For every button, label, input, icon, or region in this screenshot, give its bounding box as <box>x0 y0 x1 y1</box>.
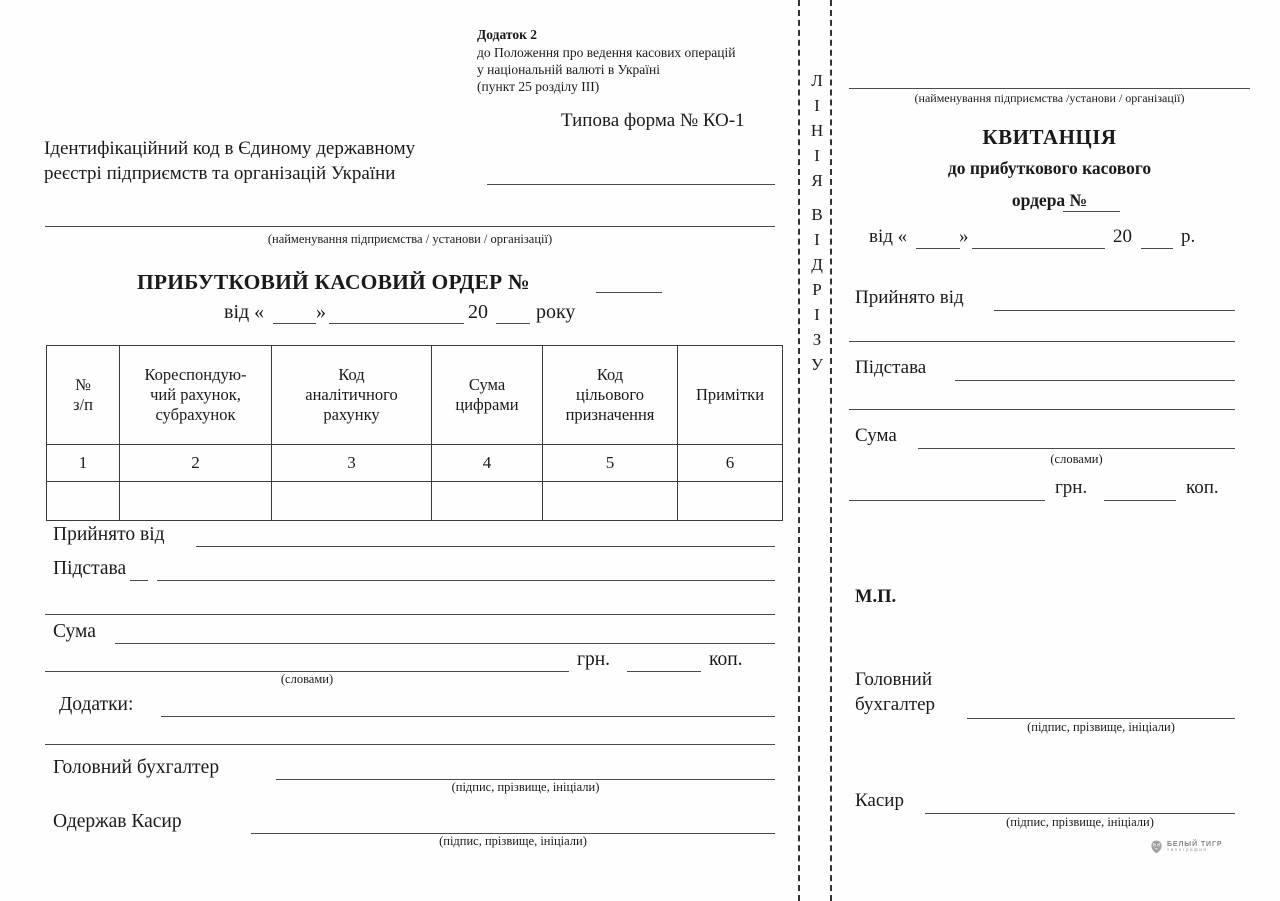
receipt-chief-accountant-label-line-2: бухгалтер <box>855 694 936 715</box>
table-header-cell-notes <box>678 346 783 445</box>
table-header-line: аналітичного <box>305 385 398 405</box>
table-row[interactable] <box>47 482 783 521</box>
tear-letter: Д <box>811 255 823 274</box>
receipt-kopiyka-label: коп. <box>1186 477 1219 498</box>
receipt-year-prefix: 20 <box>1113 226 1132 247</box>
table-header-line: Примітки <box>695 385 765 405</box>
identification-code-line-1: Ідентифікаційний код в Єдиному державному <box>44 138 416 159</box>
receipt-cashier-signature-line[interactable] <box>925 813 1235 814</box>
form-number: Типова форма № КО-1 <box>561 110 745 131</box>
receipt-basis-input-line-2[interactable] <box>849 409 1235 410</box>
attachments-input-line[interactable] <box>161 716 775 717</box>
table-number-cell: 6 <box>678 445 783 482</box>
kopiyka-input-line[interactable] <box>627 671 701 672</box>
table-header-line: Код <box>596 365 624 385</box>
table-header-line: цільового <box>576 385 644 405</box>
tear-line-left <box>798 0 800 901</box>
attachments-label: Додатки: <box>59 694 134 715</box>
receipt-basis-input-line[interactable] <box>955 380 1235 381</box>
tear-letter: З <box>812 330 822 349</box>
tear-letter: В <box>811 205 823 224</box>
receipt-hryvnia-label: грн. <box>1055 477 1088 498</box>
table-header-line: № <box>75 375 91 395</box>
accepted-from-input-line[interactable] <box>196 546 775 547</box>
basis-input-line[interactable] <box>157 580 775 581</box>
receipt-accepted-from-input-line-2[interactable] <box>849 341 1235 342</box>
printer-logo-wordmark <box>1167 841 1222 853</box>
table-header-line: з/п <box>73 395 93 414</box>
tear-letter: Я <box>811 171 823 190</box>
receipt-subtitle-line-2: ордера № <box>1011 190 1088 210</box>
table-header-cell-sum-in-figures <box>432 346 543 445</box>
printer-logo-tagline: типография <box>1167 847 1208 853</box>
cashier-received-signature-caption: (підпис, прізвище, ініціали) <box>439 834 587 848</box>
order-date-quote-close: » <box>316 301 326 323</box>
printer-logo-name: БЕЛЫЙ ТИГР <box>1167 840 1223 848</box>
receipt-date-suffix: р. <box>1181 226 1196 247</box>
receipt-organisation-caption: (найменування підприємства /установи / організації) <box>914 91 1185 105</box>
receipt-subtitle-line-1: до прибуткового касового <box>947 158 1152 178</box>
receipt-year-input-line[interactable] <box>1141 248 1173 249</box>
receipt-accepted-from-label: Прийнято від <box>855 287 964 308</box>
identification-code-input-line[interactable] <box>487 184 775 185</box>
order-month-input-line[interactable] <box>329 323 464 324</box>
table-header-line: Код <box>338 365 365 385</box>
tear-letter: У <box>810 355 824 374</box>
order-date-suffix: року <box>536 301 576 323</box>
receipt-sum-in-words-caption: (словами) <box>1050 452 1103 466</box>
page-title: ПРИБУТКОВИЙ КАСОВИЙ ОРДЕР № <box>137 270 530 294</box>
chief-accountant-label: Головний бухгалтер <box>53 757 220 778</box>
table-header-line: призначення <box>565 404 655 424</box>
tear-letter: Р <box>812 280 822 299</box>
table-header-line: цифрами <box>455 395 519 414</box>
tear-letter: І <box>814 96 820 115</box>
basis-underscore <box>130 580 148 581</box>
receipt-date-prefix: від « <box>869 226 908 247</box>
receipt-kopiyka-input-line[interactable] <box>1104 500 1176 501</box>
table-header-line: рахунку <box>323 404 380 424</box>
receipt-title: КВИТАНЦІЯ <box>982 125 1117 149</box>
printer-logo <box>1150 840 1222 854</box>
receipt-hryvnia-input-line[interactable] <box>849 500 1045 501</box>
table-cell[interactable] <box>543 482 678 521</box>
sum-input-line[interactable] <box>115 643 775 644</box>
table-header-cell-corresponding-account <box>120 346 272 445</box>
table-header-line: Сума <box>468 375 506 395</box>
table-number-cell: 4 <box>432 445 543 482</box>
table-header-line: чий рахунок, <box>150 385 241 405</box>
receipt-sum-input-line[interactable] <box>918 448 1235 449</box>
table-header-row <box>47 346 783 445</box>
table-header-cell-analytic-account-code <box>272 346 432 445</box>
receipt-cashier-signature-caption: (підпис, прізвище, ініціали) <box>1006 815 1154 829</box>
appendix-label: Додаток 2 <box>477 27 537 42</box>
receipt-day-input-line[interactable] <box>916 248 960 249</box>
basis-input-line-2[interactable] <box>45 614 775 615</box>
tear-letter: І <box>814 305 820 324</box>
hryvnia-label: грн. <box>577 649 611 670</box>
tiger-head-icon <box>1150 840 1163 854</box>
receipt-cashier-label: Касир <box>855 790 904 811</box>
sum-label: Сума <box>53 621 96 642</box>
table-header-cell-purpose-code <box>543 346 678 445</box>
receipt-sum-label: Сума <box>855 425 897 446</box>
tear-letter: Л <box>811 71 823 90</box>
receipt-order-number-input-line[interactable] <box>1063 211 1120 212</box>
table-number-cell: 1 <box>47 445 120 482</box>
sum-in-words-caption: (словами) <box>280 672 334 686</box>
table-number-row <box>47 445 783 482</box>
attachments-input-line-2[interactable] <box>45 744 775 745</box>
tear-line-right <box>830 0 832 901</box>
tear-letter: І <box>814 146 820 165</box>
organisation-name-input-line[interactable] <box>45 226 775 227</box>
order-year-input-line[interactable] <box>496 323 530 324</box>
receipt-accepted-from-input-line[interactable] <box>994 310 1235 311</box>
organisation-name-caption: (найменування підприємства / установи / організації) <box>267 232 553 246</box>
table-number-cell: 5 <box>543 445 678 482</box>
chief-accountant-signature-caption: (підпис, прізвище, ініціали) <box>451 780 600 794</box>
table-cell[interactable] <box>47 482 120 521</box>
table-cell[interactable] <box>120 482 272 521</box>
appendix-line-1: до Положення про ведення касових операцій <box>477 45 736 60</box>
tear-letter: І <box>814 230 820 249</box>
tear-line-vertical-text <box>806 72 828 381</box>
identification-code-line-2: реєстрі підприємств та організацій України <box>44 163 396 184</box>
table-number-cell: 3 <box>272 445 432 482</box>
order-date-prefix: від « <box>224 301 265 323</box>
kopiyka-label: коп. <box>709 649 743 670</box>
table-header-line: субрахунок <box>155 404 236 424</box>
order-day-input-line[interactable] <box>273 323 316 324</box>
table-header-line: Кореспондую- <box>144 365 247 385</box>
receipt-date-quote-close: » <box>959 226 969 247</box>
accepted-from-label: Прийнято від <box>53 524 165 545</box>
table-number-cell: 2 <box>120 445 272 482</box>
receipt-month-input-line[interactable] <box>972 248 1105 249</box>
receipt-chief-accountant-signature-line[interactable] <box>967 718 1235 719</box>
table-cell[interactable] <box>432 482 543 521</box>
accounting-table <box>46 345 783 521</box>
table-cell[interactable] <box>678 482 783 521</box>
receipt-chief-accountant-signature-caption: (підпис, прізвище, ініціали) <box>1027 720 1175 734</box>
basis-label: Підстава <box>53 558 127 579</box>
appendix-line-2: у національній валюті в Україні <box>477 62 660 77</box>
table-cell[interactable] <box>272 482 432 521</box>
order-number-input-line[interactable] <box>596 292 662 293</box>
receipt-chief-accountant-label-line-1: Головний <box>855 669 933 690</box>
stamp-place-label: М.П. <box>855 587 897 607</box>
appendix-line-3: (пункт 25 розділу III) <box>477 79 600 94</box>
receipt-organisation-input-line[interactable] <box>849 88 1250 89</box>
table-header-cell-index <box>47 346 120 445</box>
receipt-basis-label: Підстава <box>855 357 927 378</box>
cashier-received-label: Одержав Касир <box>53 811 182 832</box>
tear-letter: Н <box>810 121 824 140</box>
order-year-prefix: 20 <box>468 301 488 323</box>
